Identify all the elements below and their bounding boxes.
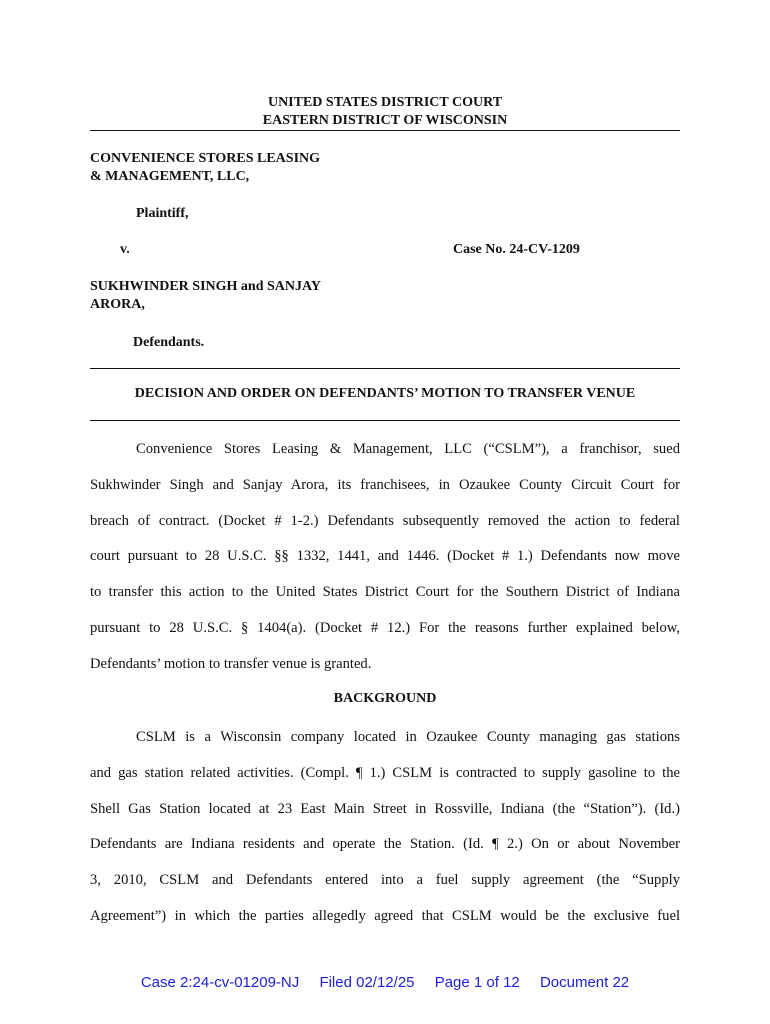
filing-footer (0, 974, 770, 991)
footer-filed-date: Filed 02/12/25 (319, 974, 415, 991)
intro-line: to transfer this action to the United States District Court for the Southern District of Indiana (90, 584, 680, 601)
plaintiff-name-line-1: CONVENIENCE STORES LEASING (90, 151, 321, 166)
background-line: Agreement”) in which the parties allegedly agreed that CSLM would be the exclusive fuel (90, 907, 680, 924)
background-line: and gas station related activities. (Compl. ¶ 1.) CSLM is contracted to supply gasoline to the (90, 764, 680, 781)
footer-document-number: Document 22 (539, 974, 630, 991)
order-title: DECISION AND ORDER ON DEFENDANTS’ MOTION TO TRANSFER VENUE (134, 386, 636, 401)
title-rule-top (90, 368, 680, 369)
intro-line: breach of contract. (Docket # 1-2.) Defendants subsequently removed the action to federal (90, 512, 680, 529)
intro-line: Convenience Stores Leasing & Management, LLC (“CSLM”), a franchisor, sued (136, 441, 680, 457)
intro-paragraph (90, 439, 680, 690)
intro-line: Defendants’ motion to transfer venue is granted. (90, 655, 372, 672)
case-number: Case No. 24-CV-1209 (453, 242, 580, 257)
title-rule-bottom (90, 420, 680, 421)
court-district: EASTERN DISTRICT OF WISCONSIN (262, 113, 508, 128)
header-rule (90, 130, 680, 131)
background-line: Defendants are Indiana residents and operate the Station. (Id. ¶ 2.) On or about November (90, 836, 680, 853)
versus: v. (120, 242, 130, 257)
intro-line: pursuant to 28 U.S.C. § 1404(a). (Docket # 12.) For the reasons further explained below, (90, 619, 680, 636)
background-heading: BACKGROUND (333, 691, 437, 706)
background-paragraph (90, 727, 680, 942)
footer-case-number: Case 2:24-cv-01209-NJ (140, 974, 300, 991)
court-name: UNITED STATES DISTRICT COURT (267, 95, 503, 110)
background-line: CSLM is a Wisconsin company located in Ozaukee County managing gas stations (136, 729, 680, 745)
plaintiff-name-line-2: & MANAGEMENT, LLC, (90, 169, 250, 184)
defendant-role: Defendants. (133, 335, 205, 350)
defendant-name-line-2: ARORA, (90, 297, 145, 312)
intro-line: court pursuant to 28 U.S.C. §§ 1332, 1441, and 1446. (Docket # 1.) Defendants now move (90, 548, 680, 565)
plaintiff-role: Plaintiff, (136, 206, 189, 221)
footer-page-number: Page 1 of 12 (434, 974, 520, 991)
defendant-name-line-1: SUKHWINDER SINGH and SANJAY (90, 279, 321, 294)
background-line: Shell Gas Station located at 23 East Main Street in Rossville, Indiana (the “Station”). (Id.) (90, 800, 680, 817)
background-line: 3, 2010, CSLM and Defendants entered into a fuel supply agreement (the “Supply (90, 872, 680, 889)
intro-line: Sukhwinder Singh and Sanjay Arora, its franchisees, in Ozaukee County Circuit Court for (90, 476, 680, 493)
